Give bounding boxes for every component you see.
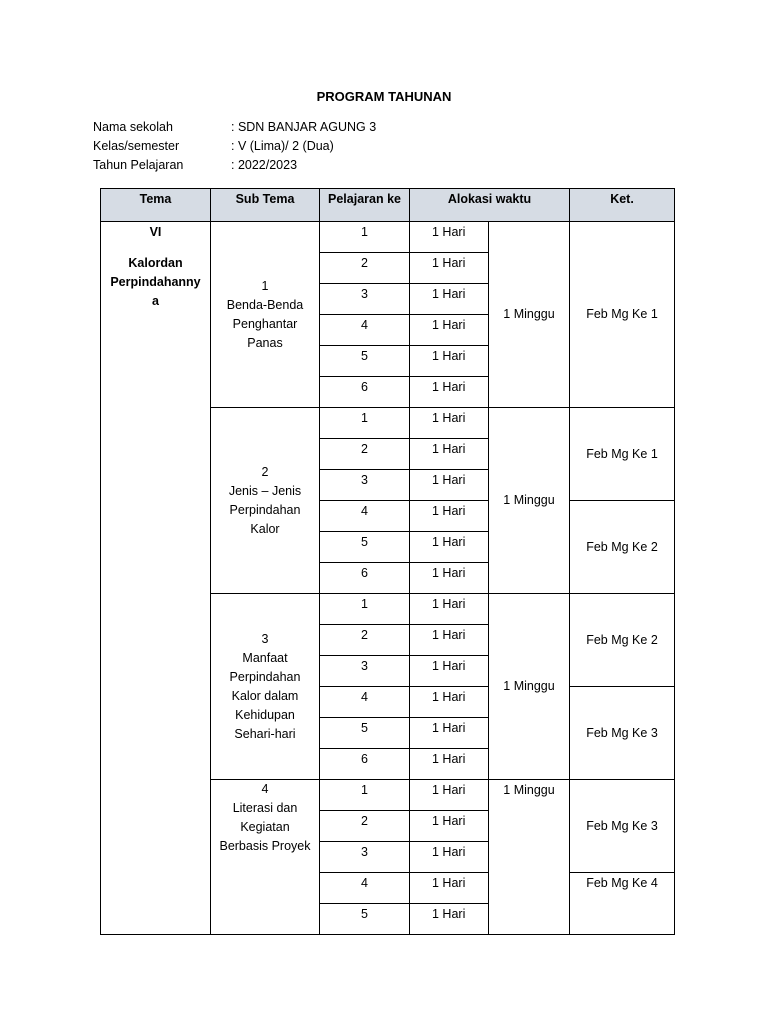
info-label: Kelas/semester [93, 139, 180, 153]
subtema-line: Kalor [250, 521, 280, 536]
alokasi-hari: 1 Hari [410, 346, 489, 377]
alokasi-hari: 1 Hari [410, 222, 489, 253]
alokasi-hari: 1 Hari [410, 253, 489, 284]
lesson-number: 5 [320, 532, 410, 563]
lesson-number: 6 [320, 377, 410, 408]
alokasi-hari: 1 Hari [410, 656, 489, 687]
subtema-line: 2 [261, 464, 269, 479]
alokasi-hari: 1 Hari [410, 904, 489, 935]
tema-name-line: Perpindahanny [110, 275, 201, 289]
table-body [101, 222, 675, 935]
alokasi-minggu: 1 Minggu [489, 780, 570, 935]
subtema-line: 1 [261, 278, 269, 293]
header-alokasi: Alokasi waktu [410, 189, 570, 222]
subtema-line: Kalor dalam [231, 688, 299, 703]
tema-number: VI [149, 225, 162, 239]
lesson-number: 2 [320, 439, 410, 470]
alokasi-minggu: 1 Minggu [489, 408, 570, 594]
lesson-number: 1 [320, 594, 410, 625]
alokasi-hari: 1 Hari [410, 501, 489, 532]
lesson-number: 4 [320, 315, 410, 346]
lesson-number: 3 [320, 470, 410, 501]
subtema-line: Panas [247, 335, 283, 350]
subtema-line: Berbasis Proyek [219, 839, 311, 853]
alokasi-minggu: 1 Minggu [489, 222, 570, 408]
lesson-number: 6 [320, 749, 410, 780]
lesson-number: 3 [320, 842, 410, 873]
program-table [100, 188, 675, 935]
subtema-line: 4 [261, 782, 269, 796]
lesson-number: 4 [320, 501, 410, 532]
info-label: Tahun Pelajaran [93, 158, 184, 172]
header-subtema: Sub Tema [211, 189, 320, 222]
alokasi-hari: 1 Hari [410, 315, 489, 346]
subtema-cell [211, 408, 320, 594]
lesson-number: 5 [320, 346, 410, 377]
header-tema: Tema [101, 189, 211, 222]
alokasi-hari: 1 Hari [410, 532, 489, 563]
lesson-number: 2 [320, 253, 410, 284]
subtema-line: Kegiatan [240, 820, 290, 834]
alokasi-hari: 1 Hari [410, 594, 489, 625]
info-value: : V (Lima)/ 2 (Dua) [231, 139, 334, 153]
subtema-cell [211, 594, 320, 780]
alokasi-hari: 1 Hari [410, 780, 489, 811]
subtema-line: Benda-Benda [226, 297, 304, 312]
lesson-number: 4 [320, 873, 410, 904]
tema-name-line: Kalordan [128, 256, 183, 270]
ket-cell: Feb Mg Ke 3 [570, 687, 675, 780]
alokasi-hari: 1 Hari [410, 439, 489, 470]
info-label: Nama sekolah [93, 120, 173, 134]
subtema-line: 3 [261, 631, 269, 646]
lesson-number: 1 [320, 222, 410, 253]
lesson-number: 3 [320, 656, 410, 687]
alokasi-hari: 1 Hari [410, 470, 489, 501]
subtema-line: Kehidupan [235, 707, 295, 722]
ket-cell: Feb Mg Ke 1 [570, 222, 675, 408]
subtema-line: Perpindahan [229, 502, 301, 517]
subtema-line: Perpindahan [229, 669, 301, 684]
tema-cell [101, 222, 211, 935]
table-row [101, 222, 675, 253]
subtema-line: Sehari-hari [234, 726, 296, 741]
alokasi-minggu: 1 Minggu [489, 594, 570, 780]
lesson-number: 3 [320, 284, 410, 315]
alokasi-hari: 1 Hari [410, 687, 489, 718]
subtema-line: Jenis – Jenis [228, 483, 302, 498]
alokasi-hari: 1 Hari [410, 625, 489, 656]
alokasi-hari: 1 Hari [410, 377, 489, 408]
subtema-line: Manfaat [242, 650, 288, 665]
header-row [101, 189, 675, 222]
ket-cell: Feb Mg Ke 2 [570, 594, 675, 687]
alokasi-hari: 1 Hari [410, 408, 489, 439]
subtema-cell [211, 780, 320, 935]
subtema-cell [211, 222, 320, 408]
subtema-line: Penghantar [232, 316, 298, 331]
subtema-line: Literasi dan [232, 801, 298, 815]
ket-cell: Feb Mg Ke 2 [570, 501, 675, 594]
ket-cell: Feb Mg Ke 3 [570, 780, 675, 873]
info-value: : 2022/2023 [231, 158, 298, 172]
ket-cell: Feb Mg Ke 1 [570, 408, 675, 501]
header-ket: Ket. [570, 189, 675, 222]
lesson-number: 6 [320, 563, 410, 594]
lesson-number: 2 [320, 625, 410, 656]
alokasi-hari: 1 Hari [410, 749, 489, 780]
lesson-number: 4 [320, 687, 410, 718]
lesson-number: 1 [320, 408, 410, 439]
lesson-number: 1 [320, 780, 410, 811]
alokasi-hari: 1 Hari [410, 718, 489, 749]
ket-cell: Feb Mg Ke 4 [570, 873, 675, 935]
alokasi-hari: 1 Hari [410, 563, 489, 594]
page-title: PROGRAM TAHUNAN [316, 89, 452, 104]
lesson-number: 2 [320, 811, 410, 842]
alokasi-hari: 1 Hari [410, 873, 489, 904]
header-pelajaran: Pelajaran ke [320, 189, 410, 222]
alokasi-hari: 1 Hari [410, 842, 489, 873]
alokasi-hari: 1 Hari [410, 284, 489, 315]
tema-name-line: a [152, 294, 159, 308]
info-value: : SDN BANJAR AGUNG 3 [231, 120, 377, 134]
lesson-number: 5 [320, 718, 410, 749]
alokasi-hari: 1 Hari [410, 811, 489, 842]
lesson-number: 5 [320, 904, 410, 935]
